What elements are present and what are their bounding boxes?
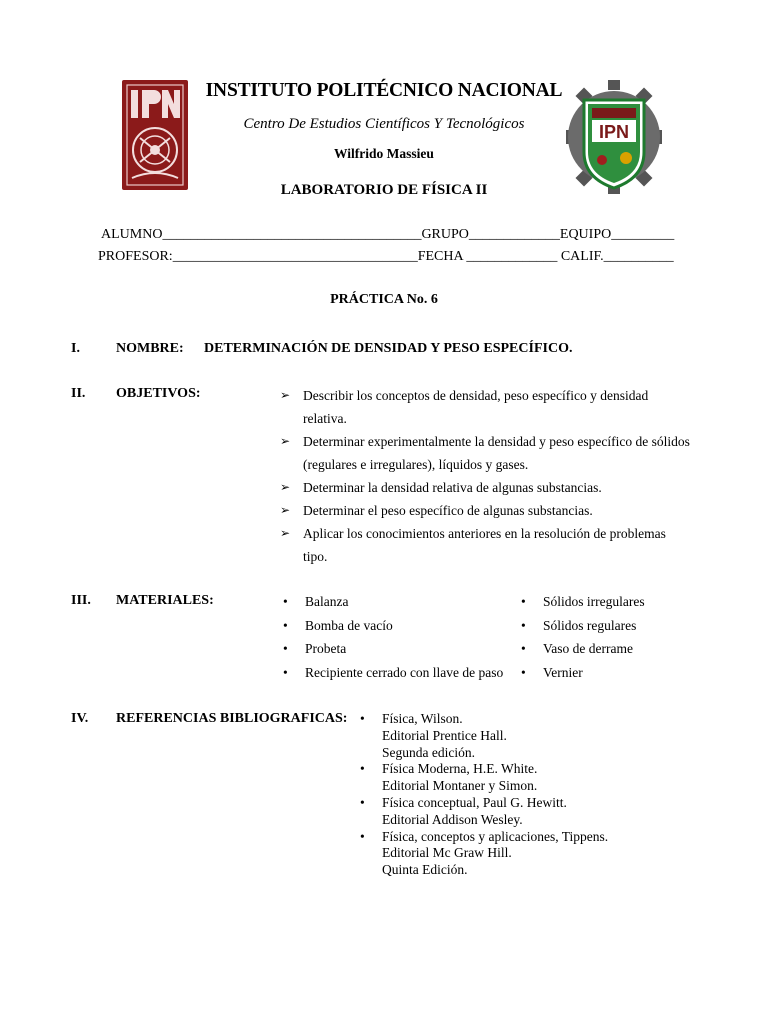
list-item [358, 761, 608, 795]
material-text: Vernier [543, 665, 583, 681]
bullet-icon: • [521, 665, 526, 681]
section-nombre-label: NOMBRE: [116, 341, 184, 356]
bullet-icon: • [283, 617, 288, 633]
section-objetivos-label: OBJETIVOS: [116, 386, 201, 401]
list-item [358, 829, 608, 879]
referencias-list [358, 711, 608, 879]
bullet-icon: • [521, 617, 526, 633]
objetivo-text: Aplicar los conocimientos anteriores en la resolución de problemas tipo. [303, 526, 666, 564]
material-text: Sólidos regulares [543, 617, 637, 633]
section-objetivos-num: II. [71, 386, 86, 401]
bullet-icon: • [360, 711, 365, 726]
list-item [518, 637, 698, 661]
objetivos-list [280, 384, 690, 568]
center-subtitle: Centro De Estudios Científicos Y Tecnológicos [243, 116, 525, 132]
practica-number: PRÁCTICA No. 6 [330, 292, 438, 307]
alumno-line: ALUMNO_____________________________________GRUPO_____________EQUIPO_________ [101, 227, 675, 242]
reference-line: Editorial Addison Wesley. [382, 811, 523, 827]
bullet-icon: • [283, 594, 288, 609]
list-item [280, 590, 520, 614]
list-item [358, 795, 608, 829]
bullet-icon: • [521, 641, 526, 657]
section-nombre-value: DETERMINACIÓN DE DENSIDAD Y PESO ESPECÍFICO. [204, 341, 573, 356]
list-item [280, 522, 690, 568]
list-item [280, 614, 520, 638]
material-text: Vaso de derrame [543, 641, 633, 657]
reference-title: Física, conceptos y aplicaciones, Tippens. [382, 828, 609, 844]
list-item [280, 430, 690, 476]
arrow-bullet-icon: ➢ [280, 480, 291, 494]
list-item [280, 637, 520, 661]
objetivo-text: Describir los conceptos de densidad, peso específico y densidad relativa. [303, 388, 649, 426]
list-item [518, 590, 698, 614]
profesor-line: PROFESOR:___________________________________FECHA _____________ CALIF.__________ [98, 249, 674, 264]
list-item [280, 661, 520, 685]
section-referencias-num: IV. [71, 711, 89, 726]
bullet-icon: • [283, 641, 288, 657]
reference-line: Editorial Prentice Hall. [382, 727, 507, 743]
section-materiales-label: MATERIALES: [116, 593, 214, 608]
arrow-bullet-icon: ➢ [280, 388, 291, 402]
list-item [518, 661, 698, 685]
list-item [280, 384, 690, 430]
reference-line: Editorial Mc Graw Hill. [382, 845, 512, 861]
section-referencias-label: REFERENCIAS BIBLIOGRAFICAS: [116, 711, 348, 726]
reference-line: Quinta Edición. [382, 862, 468, 878]
campus-name: Wilfrido Massieu [334, 146, 434, 161]
reference-line: Segunda edición. [382, 744, 475, 760]
objetivo-text: Determinar experimentalmente la densidad y peso específico de sólidos (regulares e irregulares), líquidos y gases. [303, 434, 690, 472]
material-text: Bomba de vacío [305, 617, 393, 633]
arrow-bullet-icon: ➢ [280, 503, 291, 517]
bullet-icon: • [360, 794, 365, 810]
objetivo-text: Determinar la densidad relativa de algunas substancias. [303, 480, 602, 495]
lab-title: LABORATORIO DE FÍSICA II [280, 182, 488, 198]
institution-title: INSTITUTO POLITÉCNICO NACIONAL [205, 80, 563, 101]
list-item [518, 614, 698, 638]
arrow-bullet-icon: ➢ [280, 434, 291, 448]
material-text: Balanza [305, 594, 349, 609]
svg-text:IPN: IPN [598, 122, 630, 142]
bullet-icon: • [283, 665, 288, 681]
bullet-icon: • [360, 761, 365, 777]
section-materiales-num: III. [71, 593, 91, 608]
list-item [280, 499, 690, 522]
material-text: Probeta [305, 641, 347, 657]
reference-title: Física Moderna, H.E. White. [382, 761, 538, 777]
material-text: Recipiente cerrado con llave de paso [305, 665, 504, 681]
reference-title: Física, Wilson. [382, 711, 463, 726]
reference-line: Editorial Montaner y Simon. [382, 778, 538, 794]
arrow-bullet-icon: ➢ [280, 526, 291, 540]
bullet-icon: • [521, 594, 526, 609]
materiales-col2 [518, 590, 698, 685]
materiales-col1 [280, 590, 520, 685]
list-item [280, 476, 690, 499]
list-item [358, 711, 608, 761]
reference-title: Física conceptual, Paul G. Hewitt. [382, 794, 567, 810]
material-text: Sólidos irregulares [543, 594, 645, 609]
section-nombre-num: I. [71, 341, 80, 356]
bullet-icon: • [360, 828, 365, 844]
objetivo-text: Determinar el peso específico de algunas substancias. [303, 503, 593, 518]
